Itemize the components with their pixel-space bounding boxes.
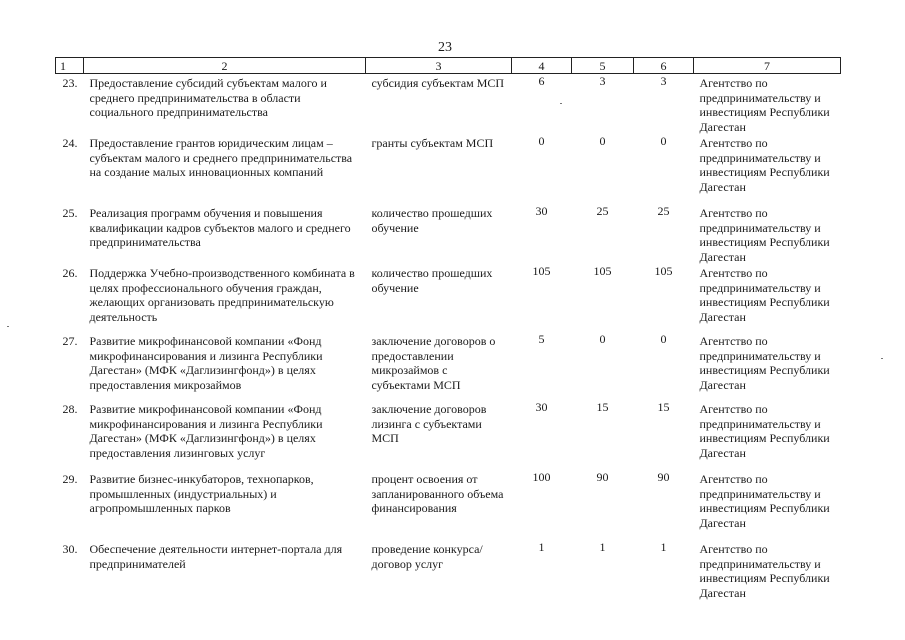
value-col-6: 25 [657,204,670,218]
indicator: проведение конкурса/договор услуг [371,542,483,571]
value-col-6: 105 [654,264,673,278]
value-col-6: 15 [657,400,670,414]
responsible-agency: Агентство по предпринимательству и инвестициям Республики Дагестан [699,76,830,134]
value-col-4: 1 [538,540,545,554]
value-col-4: 5 [538,332,545,346]
responsible-agency: Агентство по предпринимательству и инвестициям Республики Дагестан [699,334,830,392]
value-col-4: 6 [538,74,545,88]
scan-speck [560,103,562,104]
row-number: 29. [62,472,78,486]
measure-name: Поддержка Учебно-производственного комбината в целях профессионального обучения граждан, желающих организовать предпринимательскую деятельность [89,266,355,324]
value-col-6: 1 [660,540,667,554]
table-row [56,470,841,540]
value-col-5: 25 [596,204,609,218]
scan-speck [881,358,883,359]
value-col-4: 0 [538,134,545,148]
row-number: 24. [62,136,78,150]
value-col-5: 15 [596,400,609,414]
value-col-5: 90 [596,470,609,484]
table-row [56,74,841,135]
measure-name: Развитие бизнес-инкубаторов, технопарков, промышленных (индустриальных) и агропромышленных парков [89,472,314,515]
scan-speck [7,326,9,327]
row-number: 27. [62,334,78,348]
measure-name: Развитие микрофинансовой компании «Фонд микрофинансирования и лизинга Республики Дагестан» (МФК «Даглизингфонд») в целях предоставления лизинговых услуг [89,402,323,460]
column-number-3: 3 [366,58,512,74]
measure-name: Предоставление грантов юридическим лицам – субъектам малого и среднего предпринимательства на создание малых инновационных компаний [89,136,353,179]
responsible-agency: Агентство по предпринимательству и инвестициям Республики Дагестан [699,136,830,194]
column-number-5: 5 [572,58,634,74]
measure-name: Развитие микрофинансовой компании «Фонд микрофинансирования и лизинга Республики Дагестан» (МФК «Даглизингфонд») в целях предоставления микрозаймов [89,334,323,392]
indicator: количество прошедших обучение [371,266,493,295]
column-number-row [56,58,841,74]
column-number-6: 6 [634,58,694,74]
value-col-4: 105 [532,264,551,278]
row-number: 25. [62,206,78,220]
column-number-7: 7 [694,58,841,74]
value-col-6: 90 [657,470,670,484]
table-row [56,540,841,600]
table-row [56,134,841,204]
responsible-agency: Агентство по предпринимательству и инвестициям Республики Дагестан [699,472,830,530]
indicator: заключение договоров о предоставлении микрозаймов с субъектами МСП [371,334,496,392]
measure-name: Предоставление субсидий субъектам малого и среднего предпринимательства в области социального предпринимательства [89,76,327,119]
value-col-6: 3 [660,74,667,88]
table-row [56,400,841,470]
column-number-4: 4 [512,58,572,74]
value-col-5: 105 [593,264,612,278]
measures-table [55,57,841,600]
measure-name: Обеспечение деятельности интернет-портала для предпринимателей [89,542,343,571]
responsible-agency: Агентство по предпринимательству и инвестициям Республики Дагестан [699,542,830,600]
measure-name: Реализация программ обучения и повышения квалификации кадров субъектов малого и среднего предпринимательства [89,206,351,249]
table-row [56,264,841,332]
table-row [56,332,841,400]
responsible-agency: Агентство по предпринимательству и инвестициям Республики Дагестан [699,206,830,264]
row-number: 28. [62,402,78,416]
value-col-4: 100 [532,470,551,484]
responsible-agency: Агентство по предпринимательству и инвестициям Республики Дагестан [699,266,830,324]
indicator: количество прошедших обучение [371,206,493,235]
indicator: процент освоения от запланированного объема финансирования [371,472,504,515]
page-number: 23 [438,40,452,55]
value-col-5: 0 [599,134,606,148]
indicator: гранты субъектам МСП [371,136,494,150]
column-number-1: 1 [56,58,84,74]
value-col-6: 0 [660,332,667,346]
indicator: субсидия субъектам МСП [371,76,505,90]
column-number-2: 2 [84,58,366,74]
row-number: 30. [62,542,78,556]
value-col-5: 3 [599,74,606,88]
indicator: заключение договоров лизинга с субъектами МСП [371,402,487,445]
value-col-5: 1 [599,540,606,554]
value-col-5: 0 [599,332,606,346]
value-col-6: 0 [660,134,667,148]
row-number: 26. [62,266,78,280]
table-row [56,204,841,264]
value-col-4: 30 [535,204,548,218]
value-col-4: 30 [535,400,548,414]
row-number: 23. [62,76,78,90]
responsible-agency: Агентство по предпринимательству и инвестициям Республики Дагестан [699,402,830,460]
